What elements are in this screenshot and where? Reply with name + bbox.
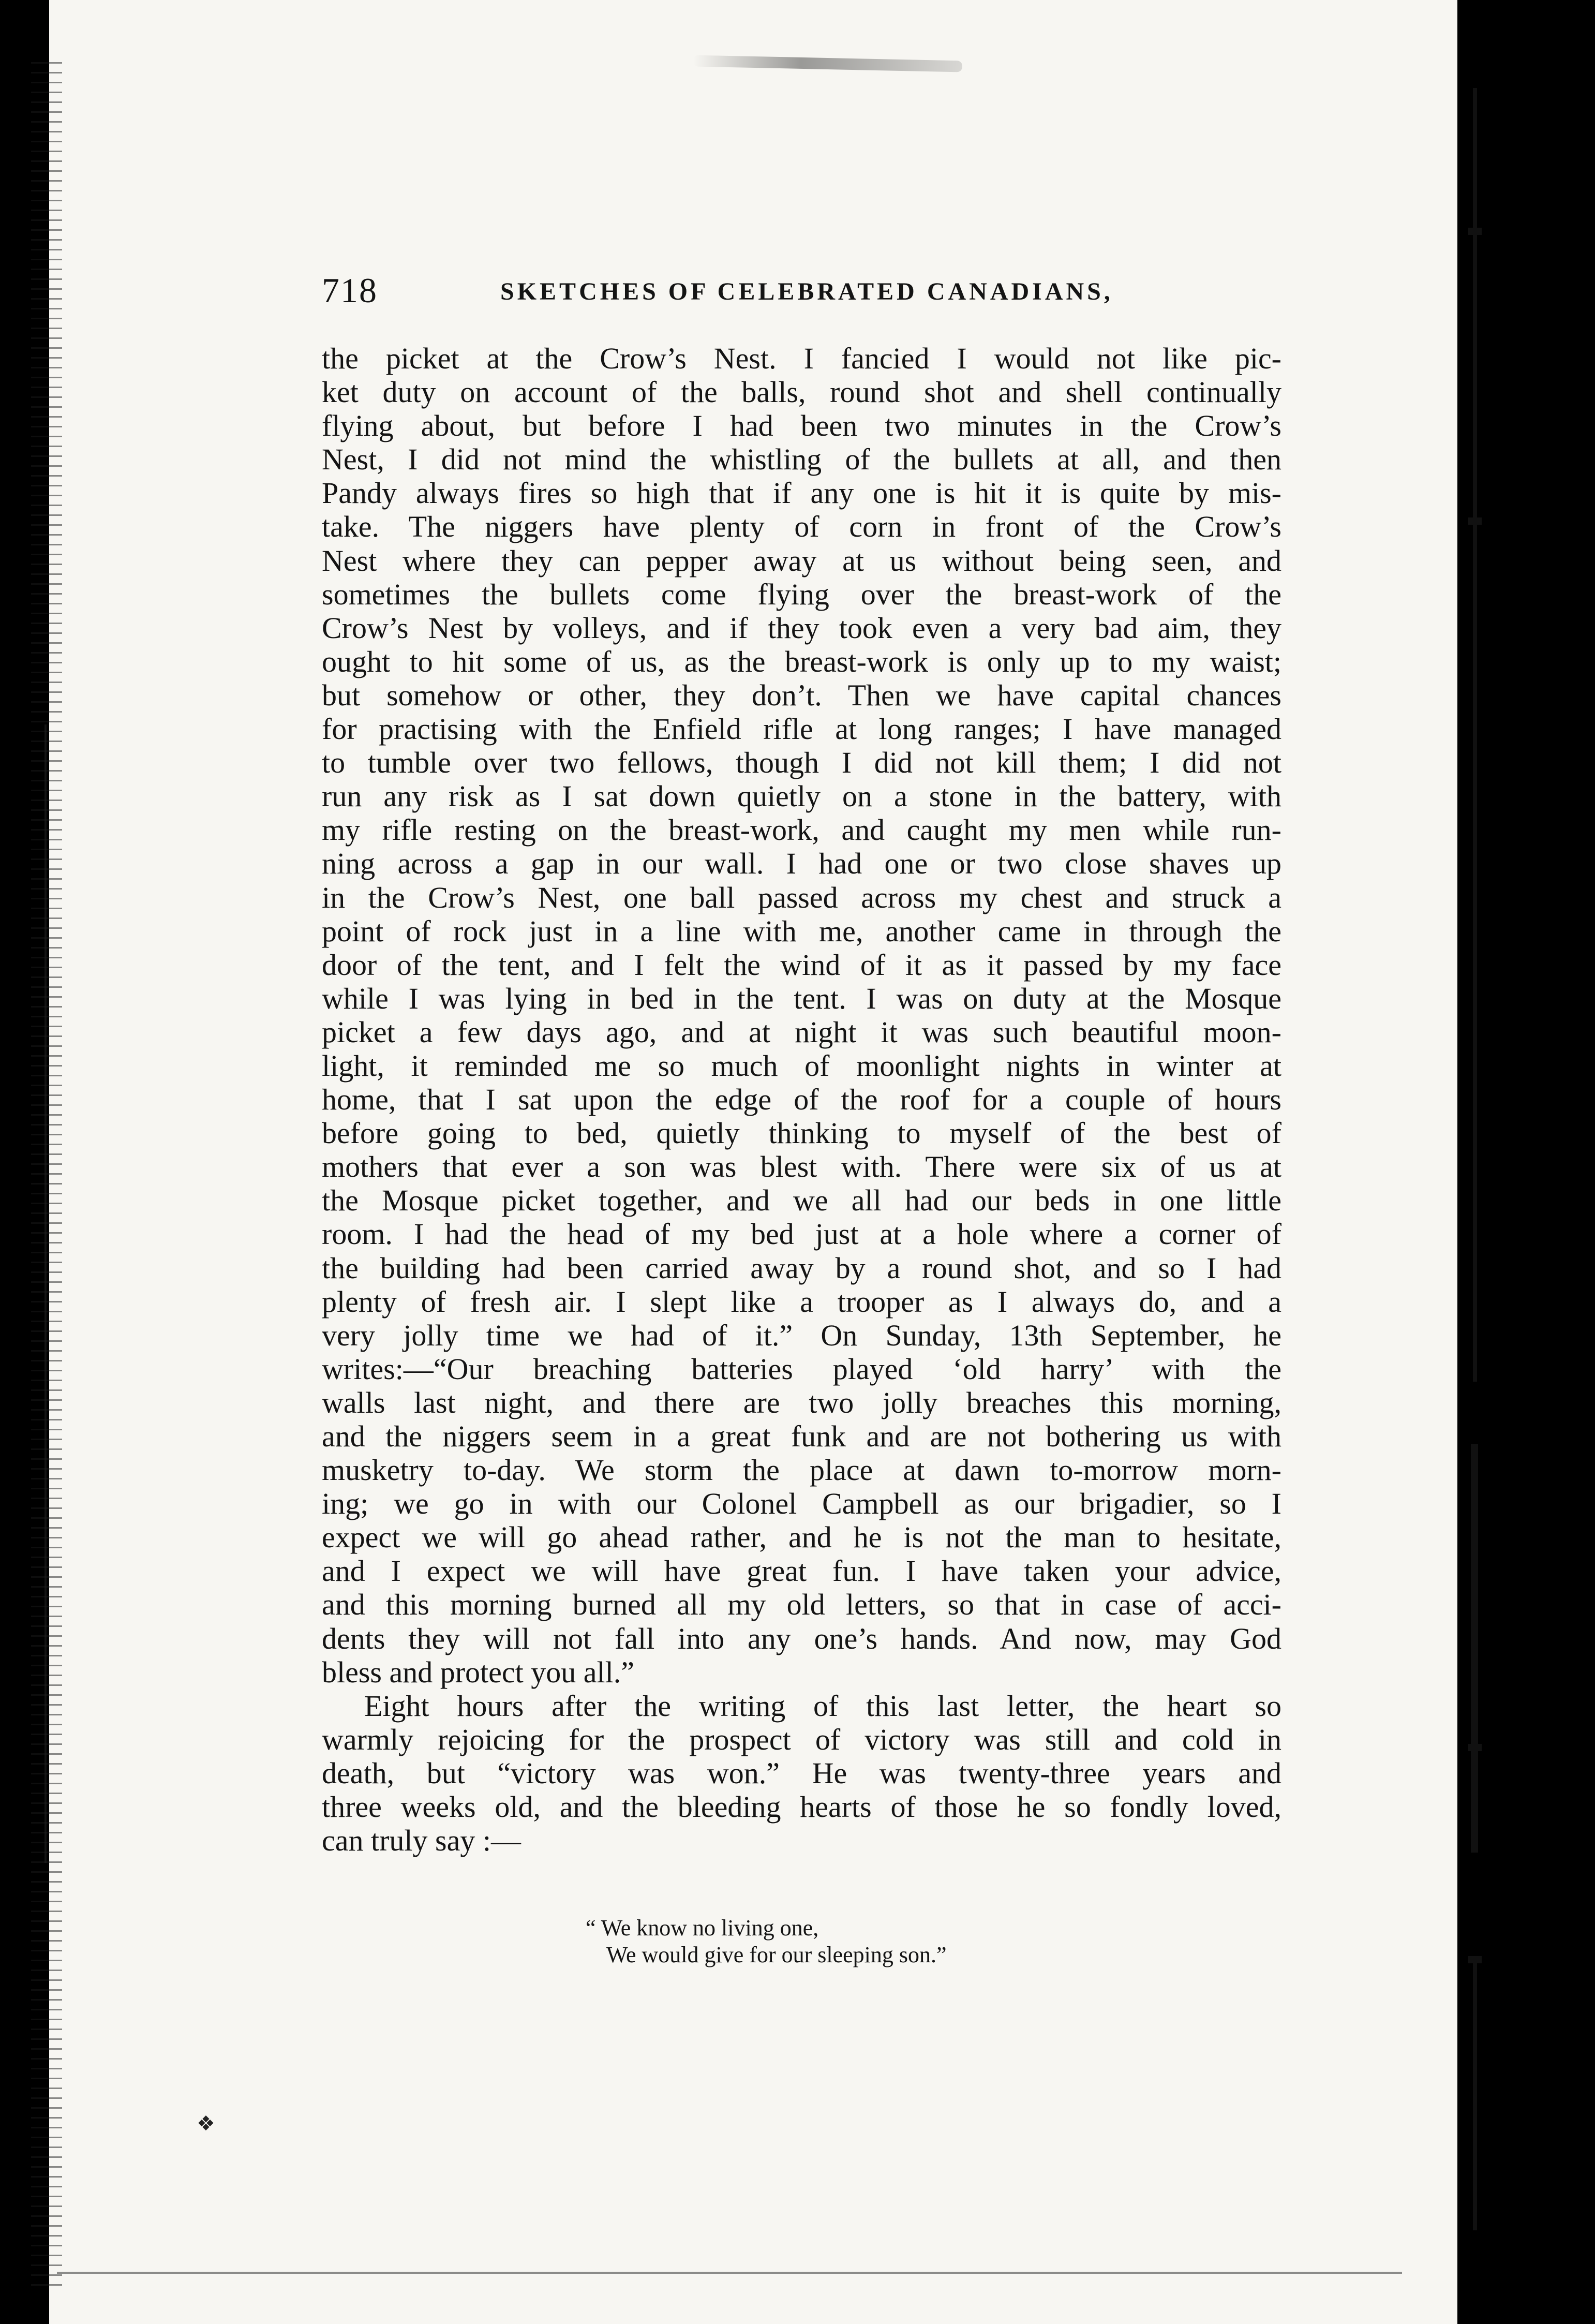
text-line: before going to bed, quietly thinking to myself of the best of — [322, 1116, 1281, 1150]
scan-bottom-rule — [57, 2272, 1402, 2274]
text-line: ought to hit some of us, as the breast-work is only up to my waist; — [322, 644, 1281, 678]
text-line: ning across a gap in our wall. I had one or two close shaves up — [322, 847, 1281, 881]
text-line: and this morning burned all my old letters, so that in case of acci- — [322, 1588, 1281, 1622]
text-line: Nest where they can pepper away at us without being seen, and — [322, 543, 1281, 578]
text-line: while I was lying in bed in the tent. I was on duty at the Mosque — [322, 981, 1281, 1015]
binding-tick — [1468, 1744, 1482, 1751]
text-line: Crow’s Nest by volleys, and if they took even a very bad aim, they — [322, 611, 1281, 645]
text-line: the building had been carried away by a round shot, and so I had — [322, 1251, 1281, 1285]
text-line: for practising with the Enfield rifle at long ranges; I have managed — [322, 712, 1281, 746]
scan-left-rule — [44, 724, 47, 1863]
binding-tick — [1468, 517, 1482, 525]
binding-bar-upper — [1473, 88, 1477, 1382]
text-line: warmly rejoicing for the prospect of victory was still and cold in — [322, 1722, 1281, 1756]
text-line: flying about, but before I had been two minutes in the Crow’s — [322, 409, 1281, 443]
text-line: my rifle resting on the breast-work, and caught my men while run- — [322, 813, 1281, 847]
text-line: sometimes the bullets come flying over the breast-work of the — [322, 577, 1281, 611]
text-line: walls last night, and there are two jolly breaches this morning, — [322, 1385, 1281, 1419]
verse-line-1: “ We know no living one, — [586, 1915, 819, 1941]
text-line: three weeks old, and the bleeding hearts of those he so fondly loved, — [322, 1790, 1281, 1824]
text-line: to tumble over two fellows, though I did not kill them; I did not — [322, 746, 1281, 780]
text-line: can truly say :— — [322, 1824, 521, 1858]
text-line: very jolly time we had of it.” On Sunday, 13th September, he — [322, 1318, 1281, 1352]
page-header — [322, 270, 1341, 317]
text-line: dents they will not fall into any one’s hands. And now, may God — [322, 1621, 1281, 1655]
text-line: the picket at the Crow’s Nest. I fancied I would not like pic- — [322, 342, 1281, 375]
scan-left-edge — [31, 62, 62, 2287]
binding-bar-lower — [1473, 1961, 1477, 2230]
text-line: but somehow or other, they don’t. Then we have capital chances — [322, 678, 1281, 712]
text-line: light, it reminded me so much of moonlight nights in winter at — [322, 1048, 1281, 1083]
text-line: point of rock just in a line with me, another came in through the — [322, 914, 1281, 948]
text-line: and I expect we will have great fun. I have taken your advice, — [322, 1554, 1281, 1588]
text-line: ing; we go in with our Colonel Campbell as our brigadier, so I — [322, 1487, 1281, 1521]
text-line: mothers that ever a son was blest with. There were six of us at — [322, 1150, 1281, 1184]
text-line: run any risk as I sat down quietly on a stone in the battery, with — [322, 779, 1281, 813]
text-line: and the niggers seem in a great funk and are not bothering us with — [322, 1419, 1281, 1453]
text-line: in the Crow’s Nest, one ball passed across my chest and struck a — [322, 880, 1281, 914]
binding-tick — [1468, 1956, 1482, 1963]
body-text — [322, 342, 1281, 1857]
text-line: home, that I sat upon the edge of the roof for a couple of hours — [322, 1083, 1281, 1117]
text-line: door of the tent, and I felt the wind of it as it passed by my face — [322, 948, 1281, 982]
text-line: take. The niggers have plenty of corn in front of the Crow’s — [322, 510, 1281, 544]
text-line: writes:—“Our breaching batteries played ‘old harry’ with the — [322, 1352, 1281, 1386]
ink-mark: ❖ — [197, 2112, 215, 2135]
running-title: SKETCHES OF CELEBRATED CANADIANS, — [500, 278, 1113, 305]
text-line: the Mosque picket together, and we all had our beds in one little — [322, 1183, 1281, 1218]
paragraph-start-line: Eight hours after the writing of this last letter, the heart so — [364, 1689, 1281, 1723]
text-line: plenty of fresh air. I slept like a trooper as I always do, and a — [322, 1284, 1281, 1319]
text-line: Pandy always fires so high that if any one is hit it is quite by mis- — [322, 476, 1281, 510]
text-line: Nest, I did not mind the whistling of the bullets at all, and then — [322, 442, 1281, 477]
page-number: 718 — [322, 271, 378, 310]
verse-quote — [586, 1915, 1155, 1968]
binding-marks — [1468, 88, 1482, 2230]
binding-bar-thick — [1471, 1444, 1478, 1853]
text-line: picket a few days ago, and at night it was such beautiful moon- — [322, 1015, 1281, 1049]
text-line: expect we will go ahead rather, and he is not the man to hesitate, — [322, 1520, 1281, 1555]
verse-line-2: We would give for our sleeping son.” — [606, 1942, 947, 1967]
text-line: bless and protect you all.” — [322, 1655, 634, 1689]
binding-tick — [1468, 228, 1482, 235]
text-line: room. I had the head of my bed just at a hole where a corner of — [322, 1217, 1281, 1251]
text-line: musketry to-day. We storm the place at dawn to-morrow morn- — [322, 1453, 1281, 1487]
text-line: death, but “victory was won.” He was twenty-three years and — [322, 1756, 1281, 1790]
text-line: ket duty on account of the balls, round shot and shell continually — [322, 375, 1281, 409]
